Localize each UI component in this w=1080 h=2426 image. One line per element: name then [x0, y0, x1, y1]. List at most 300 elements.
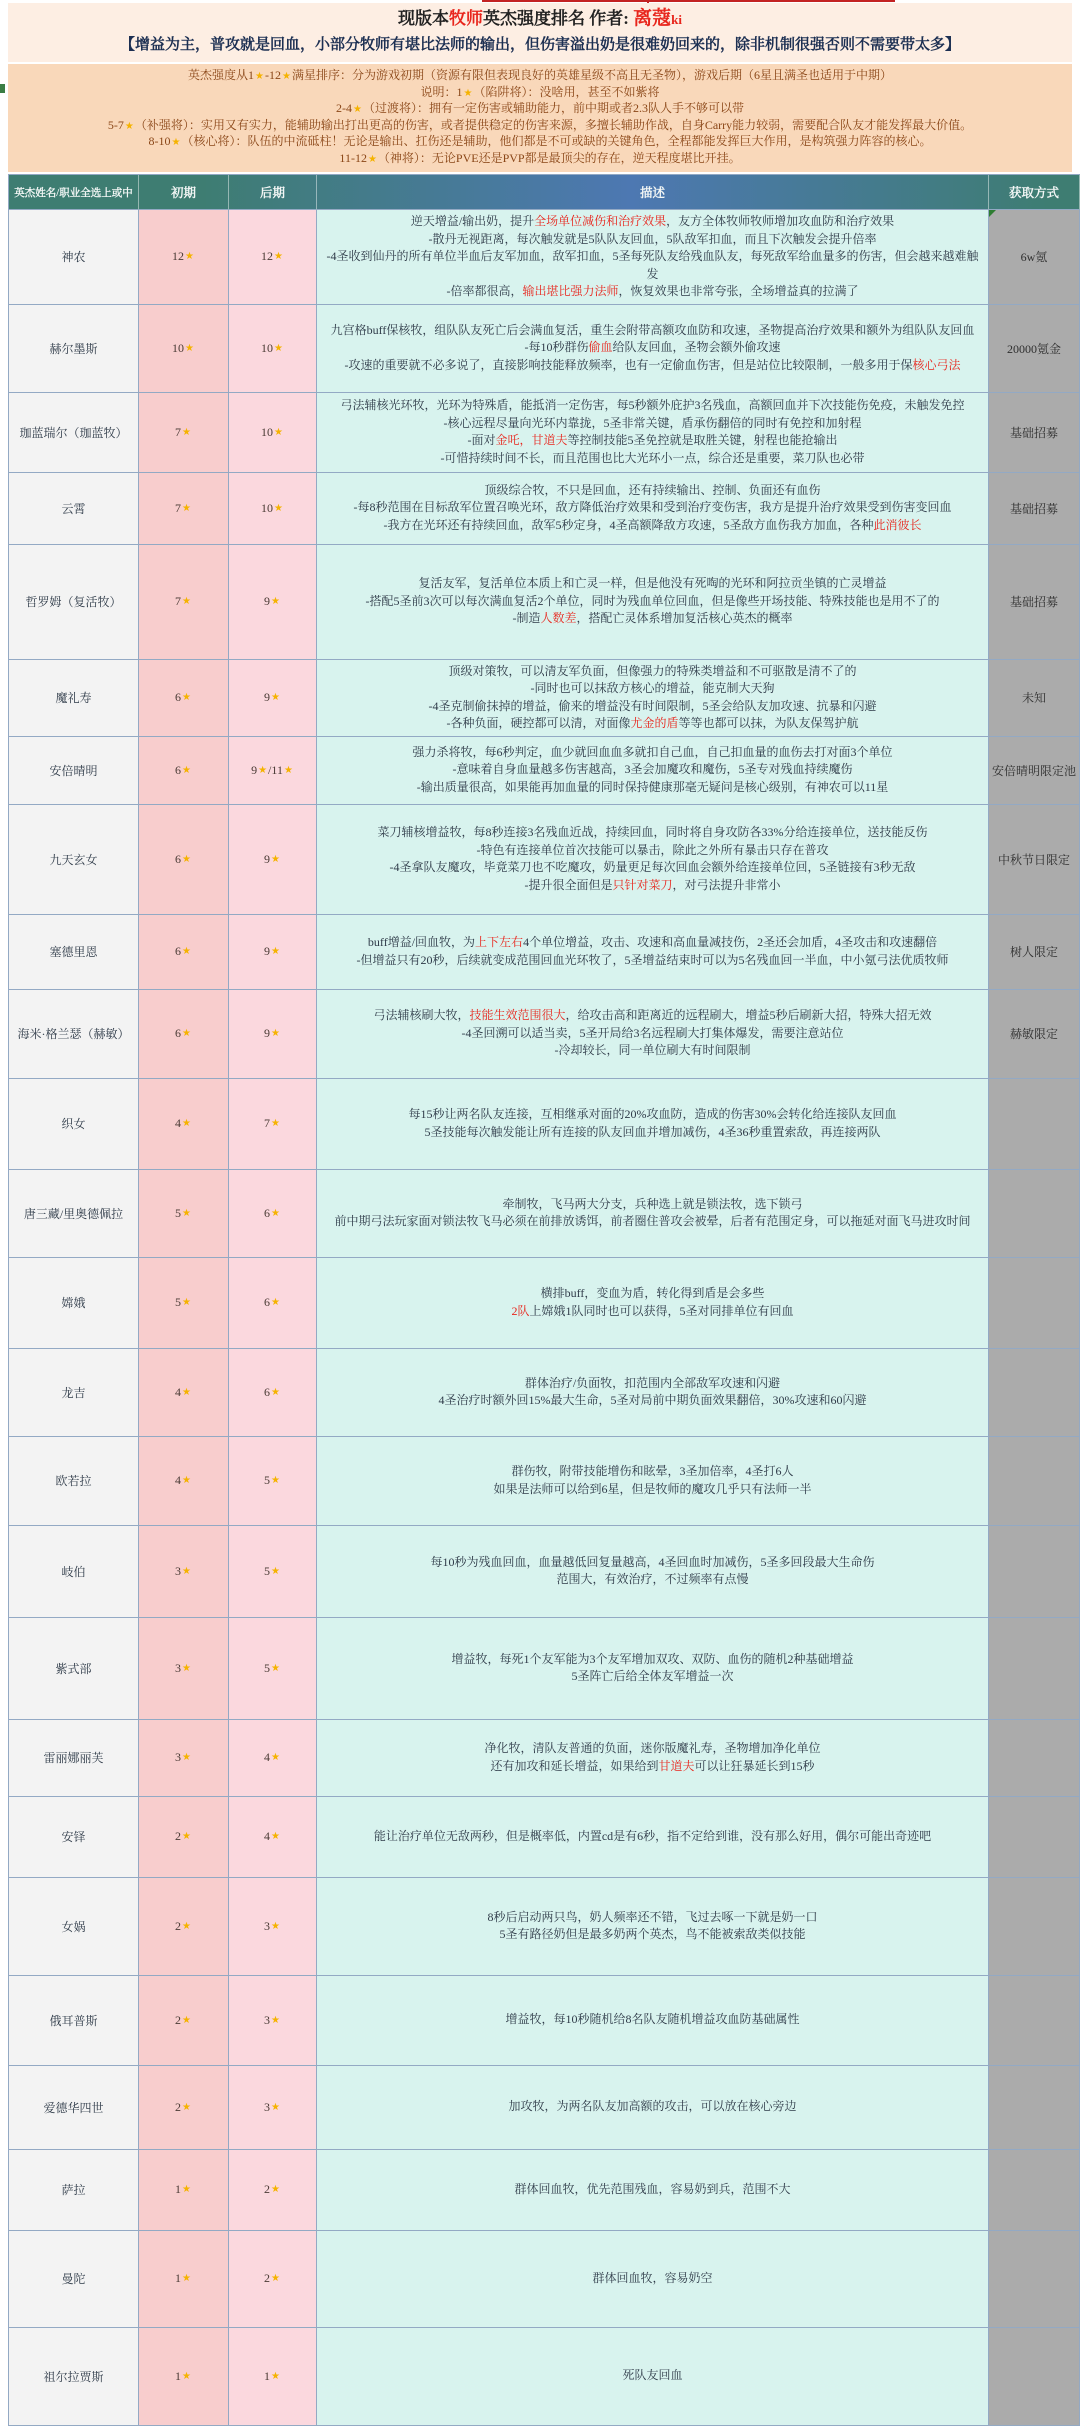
hero-name-cell[interactable]: 曼陀: [9, 2231, 139, 2328]
star-icon: ★: [271, 2101, 280, 2113]
star-icon: ★: [182, 1920, 191, 1932]
description-cell[interactable]: [317, 210, 989, 305]
title-segment: 牧师: [448, 9, 483, 28]
highlighted-text: 输出堪比强力法师: [522, 284, 619, 298]
rating-value: 5: [264, 1473, 271, 1487]
acquisition-cell[interactable]: 基础招募: [989, 545, 1080, 660]
late-rating-cell[interactable]: [229, 2150, 317, 2231]
table-row: [9, 990, 1080, 1079]
star-icon: ★: [271, 1028, 280, 1039]
star-icon: ★: [182, 596, 191, 607]
description-line: -可惜持续时间不长，而且范围也比大光环小一点，综合还是重要，菜刀队也必带: [440, 450, 865, 465]
late-rating-cell[interactable]: [229, 2066, 317, 2150]
rating-value: 3: [175, 1660, 182, 1675]
description-line: -4圣克制偷抹掉的增益，偷来的增益没有时间限制，5圣会给队友加攻速、抗暴和闪避: [428, 698, 877, 713]
table-row: [9, 473, 1080, 545]
hero-name-cell[interactable]: 龙吉: [9, 1349, 139, 1437]
note-line: 英杰强度从1★-12★满星排序：分为游戏初期（资源有限但表现良好的英雄星级不高且无圣物），游戏后期（6星且满圣也适用于中期）: [188, 68, 892, 82]
table-row: [9, 2066, 1080, 2150]
description-line: 顶级综合牧，不只是回血，还有持续输出、控制、负面还有血伤: [484, 482, 821, 497]
early-rating-cell[interactable]: [139, 1258, 229, 1349]
early-rating-cell[interactable]: [139, 1618, 229, 1720]
rating-value: 6: [175, 762, 182, 777]
highlighted-text: 技能生效范围很大: [469, 1008, 566, 1023]
rating-value: 2: [175, 1918, 182, 1933]
star-icon: ★: [271, 1386, 280, 1398]
description-line: -倍率都很高，输出堪比强力法师，恢复效果也非常夸张，全场增益真的拉满了: [446, 284, 859, 298]
table-row: [9, 2231, 1080, 2328]
description-line: -同时也可以抹敌方核心的增益，能克制大天狗: [530, 681, 775, 695]
early-rating-cell[interactable]: [139, 545, 229, 660]
early-rating-cell[interactable]: [139, 1878, 229, 1976]
star-icon: ★: [182, 764, 191, 776]
hero-name-cell[interactable]: 欧若拉: [9, 1437, 139, 1526]
rating-value: 6: [264, 1384, 271, 1399]
star-icon: ★: [124, 120, 134, 132]
acquisition-cell[interactable]: [989, 1258, 1080, 1349]
rating-value: 5: [264, 1660, 271, 1675]
description-line: 群体回血牧，优先范围残血，容易奶到兵，范围不大: [514, 2181, 791, 2196]
acquisition-cell[interactable]: [989, 1526, 1080, 1618]
star-icon: ★: [182, 1565, 191, 1577]
rating-value: 3: [264, 1918, 271, 1933]
table-row: [9, 1976, 1080, 2066]
description-cell[interactable]: [317, 1797, 989, 1878]
description-line: -制造人数差，搭配亡灵体系增加复活核心英杰的概率: [512, 611, 793, 626]
description-line: 2队上嫦娥1队同时也可以获得，5圣对同排单位有回血: [511, 1303, 794, 1318]
acquisition-cell[interactable]: 20000氪金: [989, 305, 1080, 393]
star-icon: ★: [274, 342, 283, 354]
rating-value: 2: [264, 2182, 271, 2196]
early-rating-cell[interactable]: [139, 915, 229, 990]
acquisition-cell[interactable]: 基础招募: [989, 393, 1080, 473]
rating-value: 4: [264, 1750, 271, 1764]
acquisition-cell[interactable]: [989, 1878, 1080, 1976]
star-icon: ★: [282, 71, 291, 82]
description-cell[interactable]: [317, 1437, 989, 1526]
rating-value: 10: [261, 500, 274, 515]
late-rating-cell[interactable]: [229, 1797, 317, 1878]
description-line: -各种负面，硬控都可以清，对面像尤金的盾等等也都可以抹，为队友保驾护航: [446, 716, 859, 730]
table-row: [9, 393, 1080, 473]
star-icon: ★: [182, 2273, 191, 2284]
late-rating-cell[interactable]: [229, 1976, 317, 2066]
description-cell[interactable]: [317, 805, 989, 915]
table-row: [9, 1079, 1080, 1170]
hero-name-cell[interactable]: 赫尔墨斯: [9, 305, 139, 393]
late-rating-cell[interactable]: [229, 393, 317, 473]
table-row: [9, 210, 1080, 305]
highlighted-text: 2队: [511, 1303, 530, 1318]
late-rating-cell[interactable]: [229, 1720, 317, 1797]
rating-value: 4: [175, 1116, 182, 1130]
acquisition-cell[interactable]: 未知: [989, 660, 1080, 737]
description-line: 前中期弓法玩家面对锁法牧飞马必须在前排放诱饵，前者圈住普攻会被晕，后者有范围定身，可以拖延对面飞马进攻时间: [334, 1214, 971, 1228]
note-line: 说明：1★（陷阱将）：没啥用，甚至不如紫将: [420, 84, 660, 99]
header-late[interactable]: 后期: [229, 175, 317, 210]
description-line: 如果是法师可以给到6星，但是牧师的魔攻几乎只有法师一半: [493, 1481, 812, 1496]
table-row: [9, 660, 1080, 737]
description-line: -但增益只有20秒，后续就变成范围回血光环牧了，5圣增益结束时可以为5名残血回一半血，中小氪弓法优质牧师: [356, 952, 949, 967]
hero-name-cell[interactable]: 海米·格兰瑟（赫敏）: [9, 990, 139, 1079]
star-icon: ★: [271, 1207, 280, 1219]
description-cell[interactable]: [317, 1170, 989, 1258]
rating-value: 3: [175, 1563, 182, 1578]
star-icon: ★: [182, 1386, 191, 1398]
description-line: -冷却较长，同一单位刷大有时间限制: [554, 1043, 751, 1058]
acquisition-cell[interactable]: 中秋节日限定: [989, 805, 1080, 915]
late-rating-cell[interactable]: [229, 990, 317, 1079]
star-icon: ★: [255, 71, 264, 82]
early-rating-cell[interactable]: [139, 1349, 229, 1437]
star-icon: ★: [182, 2014, 191, 2026]
title-segment: ki: [671, 12, 683, 27]
rating-value: 5: [175, 1205, 182, 1220]
rating-value: 10: [172, 340, 185, 355]
acquisition-cell[interactable]: [989, 1079, 1080, 1170]
title-segment: 英杰强度排名 作者:: [482, 9, 634, 28]
acquisition-cell[interactable]: [989, 1170, 1080, 1258]
hero-name-cell[interactable]: 爱德华四世: [9, 2066, 139, 2150]
rating-value: 1: [175, 2368, 182, 2383]
late-rating-cell[interactable]: [229, 545, 317, 660]
description-line: -意味着自身血量越多伤害越高，3圣会加魔攻和魔伤，5圣专对残血持续魔伤: [452, 762, 853, 777]
star-icon: ★: [182, 1207, 191, 1219]
early-rating-cell[interactable]: [139, 805, 229, 915]
acquisition-cell[interactable]: [989, 1437, 1080, 1526]
table-row: [9, 1437, 1080, 1526]
early-rating-cell[interactable]: [139, 393, 229, 473]
table-row: [9, 1618, 1080, 1720]
rating-value: 1: [264, 2368, 271, 2383]
rating-value: 2: [175, 2012, 182, 2027]
acquisition-cell[interactable]: 安倍晴明限定池: [989, 737, 1080, 805]
hero-name-cell[interactable]: 唐三藏/里奥德佩拉: [9, 1170, 139, 1258]
page-subtitle: 【增益为主，普攻就是回血，小部分牧师有堪比法师的输出，但伤害溢出奶是很难奶回来的，除非机制很强否则不需要带太多】: [119, 37, 960, 53]
red-border-line: [482, 0, 895, 2]
star-icon: ★: [182, 1475, 191, 1486]
late-rating-cell[interactable]: [229, 305, 317, 393]
description-cell[interactable]: [317, 1079, 989, 1170]
early-rating-cell[interactable]: [139, 2150, 229, 2231]
description-line: -特色有连接单位首次技能可以暴击，除此之外所有暴击只存在普攻: [476, 842, 829, 857]
title-segment: 现版本: [397, 9, 449, 28]
rating-value: 2: [175, 2099, 182, 2114]
star-icon: ★: [271, 1831, 280, 1842]
early-rating-cell[interactable]: [139, 737, 229, 805]
late-rating-cell[interactable]: [229, 473, 317, 545]
rating-value: 4: [175, 1473, 182, 1487]
description-line: -核心远程尽量向光环内靠拢，5圣非常关键，盾承伤翻倍的同时有免控和加射程: [443, 415, 862, 430]
rating-value: 11: [271, 762, 283, 777]
star-icon: ★: [271, 692, 280, 703]
acquisition-cell[interactable]: [989, 1618, 1080, 1720]
rating-value: 6: [175, 690, 182, 704]
acquisition-cell[interactable]: 基础招募: [989, 473, 1080, 545]
star-icon: ★: [271, 2014, 280, 2026]
hero-name-cell[interactable]: 塞德里恩: [9, 915, 139, 990]
hero-name-cell[interactable]: 嫦娥: [9, 1258, 139, 1349]
hero-name-cell[interactable]: 俄耳普斯: [9, 1976, 139, 2066]
acquisition-cell[interactable]: 树人限定: [989, 915, 1080, 990]
star-icon: ★: [271, 1920, 280, 1932]
table-row: [9, 305, 1080, 393]
rating-value: 10: [261, 424, 274, 439]
description-line: -输出质量很高，如果能再加血量的同时保持健康那毫无疑问是核心级别，有神农可以11星: [416, 779, 889, 794]
acquisition-cell[interactable]: 6w氪: [989, 210, 1080, 305]
rating-value: 9: [264, 851, 271, 866]
star-icon: ★: [182, 1831, 191, 1842]
star-icon: ★: [274, 251, 283, 263]
description-line: 横排buff，变血为盾，转化得到盾是会多些: [540, 1286, 765, 1300]
rating-value: 9: [264, 594, 271, 608]
star-icon: ★: [271, 1118, 280, 1129]
rating-value: 2: [175, 1829, 182, 1843]
table-row: [9, 2150, 1080, 2231]
star-icon: ★: [182, 1297, 191, 1308]
ranking-table: [8, 174, 1080, 2426]
hero-name-cell[interactable]: 织女: [9, 1079, 139, 1170]
star-icon: ★: [171, 137, 181, 148]
rating-value: 12: [261, 249, 274, 264]
late-rating-cell[interactable]: [229, 805, 317, 915]
star-icon: ★: [182, 502, 191, 514]
header-description[interactable]: 描述: [317, 175, 989, 210]
acquisition-cell[interactable]: [989, 1797, 1080, 1878]
description-line: 增益牧，每10秒随机给8名队友随机增益攻血防基础属性: [505, 2012, 800, 2027]
description-cell[interactable]: [317, 1976, 989, 2066]
description-line: -散丹无视距离，每次触发就是5队队友回血，5队敌军扣血，而且下次触发会提升倍率: [428, 231, 877, 246]
header-hero-name[interactable]: 英杰姓名/职业全选上或中: [9, 175, 139, 210]
description-line: -提升很全面但是只针对菜刀，对弓法提升非常小: [524, 877, 781, 892]
late-rating-cell[interactable]: [229, 1437, 317, 1526]
description-cell[interactable]: [317, 737, 989, 805]
description-line: -4圣回溯可以适当卖，5圣开局给3名远程刷大打集体爆发，需要注意站位: [461, 1025, 844, 1040]
rating-value: 9: [264, 690, 271, 704]
description-line: 4圣治疗时额外回15%最大生命，5圣对局前中期负面效果翻倍，30%攻速和60闪避: [438, 1393, 867, 1407]
early-rating-cell[interactable]: [139, 1976, 229, 2066]
early-rating-cell[interactable]: [139, 305, 229, 393]
late-rating-cell[interactable]: [229, 1079, 317, 1170]
acquisition-cell[interactable]: 赫敏限定: [989, 990, 1080, 1079]
header-acquisition[interactable]: 获取方式: [989, 175, 1080, 210]
acquisition-cell[interactable]: [989, 1720, 1080, 1797]
note-line: 2-4★（过渡将）：拥有一定伤害或辅助能力，前中期或者2.3队人手不够可以带: [336, 101, 744, 115]
description-cell[interactable]: [317, 473, 989, 545]
late-rating-cell[interactable]: [229, 1526, 317, 1618]
acquisition-cell[interactable]: [989, 1349, 1080, 1437]
rating-value: 10: [261, 340, 274, 355]
late-rating-cell[interactable]: [229, 1349, 317, 1437]
description-line: 能让治疗单位无敌两秒，但是概率低，内置cd是有6秒，指不定给到谁，没有那么好用，偶尔可能出奇迹吧: [373, 1828, 932, 1843]
description-cell[interactable]: [317, 2231, 989, 2328]
description-cell[interactable]: [317, 2150, 989, 2231]
star-icon: ★: [182, 2101, 191, 2113]
rating-value: 9: [264, 944, 271, 958]
early-rating-cell[interactable]: [139, 473, 229, 545]
early-rating-cell[interactable]: [139, 1720, 229, 1797]
hero-name-cell[interactable]: 祖尔拉贾斯: [9, 2328, 139, 2426]
hero-name-cell[interactable]: 安铎: [9, 1797, 139, 1878]
cutoff-row-remnant: [0, 0, 1080, 3]
hero-name-cell[interactable]: 女娲: [9, 1878, 139, 1976]
description-cell[interactable]: [317, 1258, 989, 1349]
description-line: 弓法辅核光环牧，光环为特殊盾，能抵消一定伤害，每5秒额外庇护3名残血，高额回血并下次技能伤免疫，未触发免控: [340, 398, 965, 412]
rating-value: 5: [264, 1563, 271, 1578]
notes-list: [14, 68, 1066, 167]
table-row: [9, 805, 1080, 915]
star-icon: ★: [274, 502, 283, 514]
late-rating-cell[interactable]: 9 ★ / 11 ★: [229, 737, 317, 805]
description-cell[interactable]: [317, 1618, 989, 1720]
description-line: buff增益/回血牧，为上下左右4个单位增益，攻击、攻速和高血量减技伤，2圣还会加盾，4圣攻击和攻速翻倍: [367, 935, 938, 949]
hero-name-cell[interactable]: 安倍晴明: [9, 737, 139, 805]
hero-name-cell[interactable]: 岐伯: [9, 1526, 139, 1618]
hero-name-cell[interactable]: 魔礼寿: [9, 660, 139, 737]
description-line: 菜刀辅核增益牧，每8秒连接3名残血近战，持续回血，同时将自身攻防各33%分给连接单位，送技能反伤: [377, 825, 928, 839]
note-line: 8-10★（核心将）：队伍的中流砥柱！无论是输出、扛伤还是辅助，他们都是不可或缺的关键角色，全程都能发挥巨大作用，是构筑强力阵容的核心。: [148, 134, 932, 148]
acquisition-cell[interactable]: [989, 2328, 1080, 2426]
hero-name-cell[interactable]: 珈蓝瑞尔（珈蓝牧）: [9, 393, 139, 473]
star-icon: ★: [271, 2273, 280, 2284]
description-cell[interactable]: [317, 545, 989, 660]
notes-box: [8, 64, 1072, 172]
description-line: 逆天增益/输出奶，提升全场单位减伤和治疗效果，友方全体牧师牧师增加攻血防和治疗效果: [410, 214, 895, 228]
acquisition-cell[interactable]: [989, 2150, 1080, 2231]
description-line: 8秒后启动两只鸟，奶人频率还不错，飞过去啄一下就是奶一口: [487, 1909, 818, 1924]
early-rating-cell[interactable]: [139, 1526, 229, 1618]
star-icon: ★: [271, 2184, 280, 2195]
description-line: 九宫格buff保核牧，组队队友死亡后会满血复活，重生会附带高额攻血防和攻速，圣物提高治疗效果和额外为组队队友回血: [330, 322, 975, 337]
star-icon: ★: [271, 1752, 280, 1763]
hero-name-cell[interactable]: 哲罗姆（复活牧）: [9, 545, 139, 660]
table-row: [9, 1526, 1080, 1618]
late-rating-cell[interactable]: [229, 660, 317, 737]
header-early[interactable]: 初期: [139, 175, 229, 210]
late-rating-cell[interactable]: [229, 2328, 317, 2426]
description-line: -每8秒范围在目标敌军位置召唤光环，敌方降低治疗效果和受到治疗变伤害，我方是提升治疗效果受到伤害变回血: [353, 500, 952, 515]
star-icon: ★: [353, 104, 362, 115]
description-line: 范围大，有效治疗，不过频率有点慢: [556, 1572, 749, 1586]
description-cell[interactable]: [317, 1526, 989, 1618]
rating-value: 4: [264, 1829, 271, 1843]
note-line: 11-12★（神将）：无论PVE还是PVP都是最顶尖的存在，逆天程度堪比开挂。: [339, 150, 741, 165]
description-line: 5圣有路径奶但是最多奶两个英杰，鸟不能被索敌类似技能: [499, 1927, 806, 1941]
rating-value: 4: [175, 1384, 182, 1399]
rating-value: 9: [264, 1026, 271, 1040]
highlighted-text: 上下左右: [475, 935, 524, 949]
description-line: 死队友回血: [622, 2368, 683, 2383]
table-row: [9, 2328, 1080, 2426]
acquisition-cell[interactable]: [989, 1976, 1080, 2066]
description-line: -每10秒群伤偷血给队友回血，圣物会额外偷攻速: [524, 340, 781, 355]
title-segment: 离蔻: [633, 8, 672, 29]
late-rating-cell[interactable]: [229, 1258, 317, 1349]
rating-value: 6: [175, 851, 182, 866]
acquisition-cell[interactable]: [989, 2231, 1080, 2328]
hero-name-cell[interactable]: 云霄: [9, 473, 139, 545]
description-cell[interactable]: [317, 2328, 989, 2426]
description-line: 群体治疗/负面牧，扣范围内全部敌军攻速和闪避: [524, 1375, 781, 1390]
description-line: 5圣阵亡后给全体友军增益一次: [571, 1669, 734, 1683]
late-rating-cell[interactable]: [229, 1618, 317, 1720]
description-line: -搭配5圣前3次可以每次满血复活2个单位，同时为残血单位回血，但是像些开场技能、特殊技能也是用不了的: [365, 593, 940, 608]
star-icon: ★: [271, 1475, 280, 1486]
hero-name-cell[interactable]: 神农: [9, 210, 139, 305]
early-rating-cell[interactable]: [139, 660, 229, 737]
late-rating-cell[interactable]: [229, 210, 317, 305]
early-rating-cell[interactable]: [139, 210, 229, 305]
rating-value: 9: [251, 762, 258, 777]
description-line: 还有加攻和延长增益，如果给到甘道夫可以让狂暴延长到15秒: [490, 1758, 815, 1773]
early-rating-cell[interactable]: [139, 2328, 229, 2426]
early-rating-cell[interactable]: [139, 2066, 229, 2150]
description-line: 牵制牧，飞马两大分支，兵种选上就是锁法牧，选下锁弓: [502, 1196, 803, 1211]
description-cell[interactable]: [317, 990, 989, 1079]
highlighted-text: 人数差: [540, 611, 577, 626]
rating-value: 7: [175, 424, 182, 439]
hero-name-cell[interactable]: 九天玄女: [9, 805, 139, 915]
description-cell[interactable]: [317, 305, 989, 393]
early-rating-cell[interactable]: [139, 1170, 229, 1258]
rating-value: 3: [175, 1750, 182, 1764]
late-rating-cell[interactable]: [229, 1170, 317, 1258]
hero-name-cell[interactable]: 萨拉: [9, 2150, 139, 2231]
early-rating-cell[interactable]: [139, 990, 229, 1079]
highlighted-text: 核心弓法: [912, 357, 961, 372]
highlighted-text: 金吒，甘道夫: [495, 433, 568, 447]
highlighted-text: 只针对菜刀: [612, 877, 673, 892]
description-line: -我方在光环还有持续回血，敌军5秒定身，4圣高额降敌方攻速，5圣敌方血伤我方加血，各种此消彼长: [383, 517, 922, 532]
hero-name-cell[interactable]: 紫式部: [9, 1618, 139, 1720]
table-row: [9, 737, 1080, 805]
description-line: 群体回血牧，容易奶空: [592, 2270, 713, 2285]
description-line: 弓法辅核刷大牧，技能生效范围很大，给攻击高和距离近的远程刷大，增益5秒后刷新大招，特殊大招无效: [373, 1008, 932, 1023]
description-cell[interactable]: [317, 1349, 989, 1437]
late-rating-cell[interactable]: [229, 915, 317, 990]
early-rating-cell[interactable]: [139, 1797, 229, 1878]
late-rating-cell[interactable]: [229, 2231, 317, 2328]
early-rating-cell[interactable]: [139, 1079, 229, 1170]
table-row: [9, 1720, 1080, 1797]
table-header-row: [9, 175, 1080, 210]
rating-value: 1: [175, 2271, 182, 2285]
description-cell[interactable]: [317, 660, 989, 737]
description-cell[interactable]: [317, 1720, 989, 1797]
description-line: -攻速的重要就不必多说了，直接影响技能释放频率，也有一定偷血伤害，但是站位比较限制，一般多用于保核心弓法: [344, 357, 961, 372]
star-icon: ★: [182, 692, 191, 703]
table-row: [9, 1349, 1080, 1437]
description-line: -4圣拿队友魔攻，毕竟菜刀也不吃魔攻，奶量更足每次回血会额外给连接单位回，5圣链接有3秒无敌: [389, 860, 916, 874]
rating-value: 6: [264, 1205, 271, 1220]
description-cell[interactable]: [317, 915, 989, 990]
late-rating-cell[interactable]: [229, 1878, 317, 1976]
rating-value: 7: [264, 1116, 271, 1130]
acquisition-cell[interactable]: [989, 2066, 1080, 2150]
description-cell[interactable]: [317, 2066, 989, 2150]
rating-value: 1: [175, 2182, 182, 2196]
early-rating-cell[interactable]: [139, 2231, 229, 2328]
note-line: 5-7★（补强将）：实用又有实力，能辅助输出打出更高的伤害，或者提供稳定的伤害来源，多擅长辅助作战，自身Carry能力较弱，需要配合队友才能发挥最大价值。: [107, 117, 973, 132]
rating-value: 7: [175, 500, 182, 515]
hero-name-cell[interactable]: 雷丽娜丽芙: [9, 1720, 139, 1797]
description-cell[interactable]: [317, 1878, 989, 1976]
star-icon: ★: [271, 1565, 280, 1577]
description-cell[interactable]: [317, 393, 989, 473]
description-line: 强力杀将牧，每6秒判定，血少就回血血多就扣自己血，自己扣血量的血伤去打对面3个单位: [412, 744, 893, 759]
table-row: [9, 1878, 1080, 1976]
early-rating-cell[interactable]: [139, 1437, 229, 1526]
